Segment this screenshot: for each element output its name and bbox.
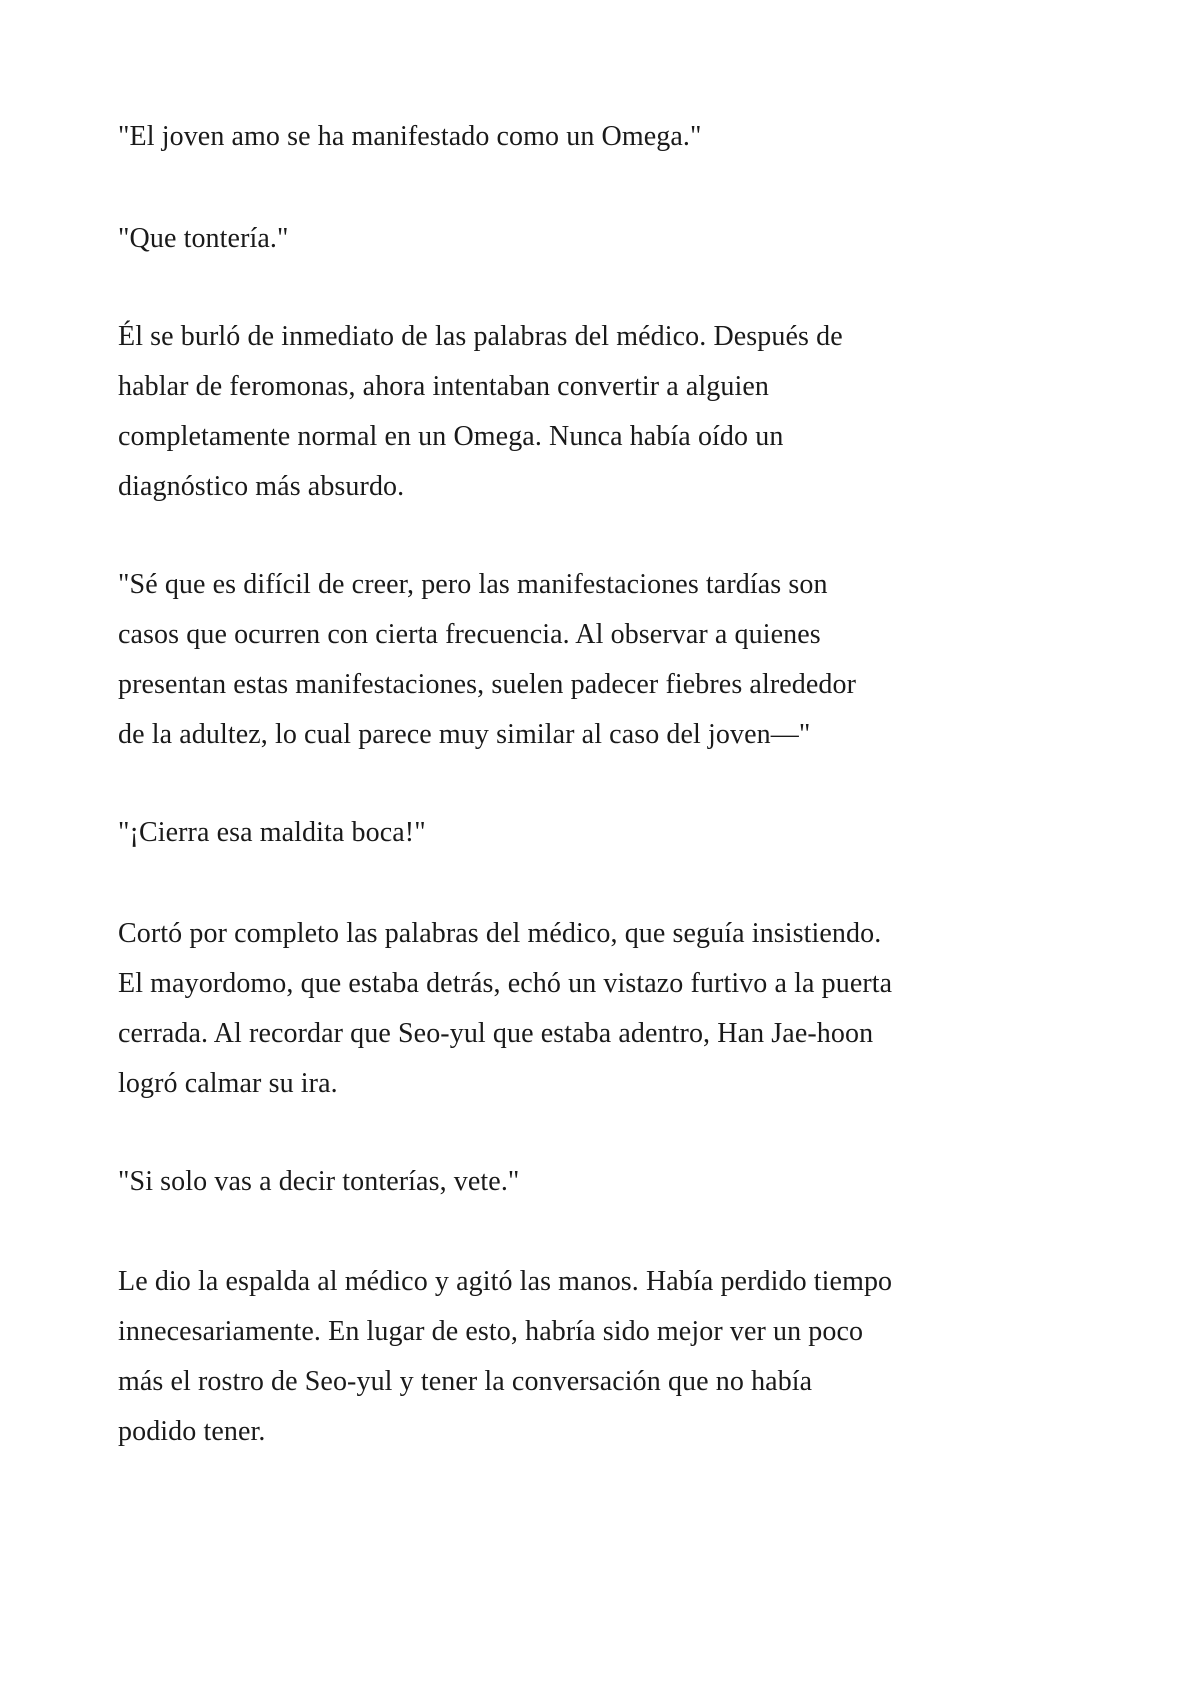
text-line: logró calmar su ira. bbox=[118, 1068, 338, 1099]
text-line: "El joven amo se ha manifestado como un Omega." bbox=[118, 121, 702, 152]
text-line: "Que tontería." bbox=[118, 223, 289, 254]
paragraph-3 bbox=[118, 312, 1118, 512]
paragraph-4 bbox=[118, 560, 1118, 760]
text-line: presentan estas manifestaciones, suelen padecer fiebres alrededor bbox=[118, 669, 857, 700]
text-line: innecesariamente. En lugar de esto, habría sido mejor ver un poco bbox=[118, 1316, 864, 1347]
paragraph-2 bbox=[118, 214, 1118, 264]
text-line: "Si solo vas a decir tonterías, vete." bbox=[118, 1166, 520, 1197]
text-line: más el rostro de Seo-yul y tener la conversación que no había bbox=[118, 1366, 813, 1397]
text-line: Cortó por completo las palabras del médico, que seguía insistiendo. bbox=[118, 918, 882, 949]
text-line: Le dio la espalda al médico y agitó las manos. Había perdido tiempo bbox=[118, 1266, 893, 1297]
paragraph-6 bbox=[118, 909, 1118, 1109]
paragraph-1 bbox=[118, 112, 1118, 162]
paragraph-8 bbox=[118, 1257, 1118, 1457]
text-line: podido tener. bbox=[118, 1416, 266, 1447]
paragraph-5 bbox=[118, 808, 1118, 858]
text-line: Él se burló de inmediato de las palabras del médico. Después de bbox=[118, 321, 843, 352]
text-line: hablar de feromonas, ahora intentaban convertir a alguien bbox=[118, 371, 769, 402]
text-line: cerrada. Al recordar que Seo-yul que estaba adentro, Han Jae-hoon bbox=[118, 1018, 874, 1049]
paragraph-7 bbox=[118, 1157, 1118, 1207]
text-line: "Sé que es difícil de creer, pero las manifestaciones tardías son bbox=[118, 569, 828, 600]
text-line: completamente normal en un Omega. Nunca había oído un bbox=[118, 421, 784, 452]
text-line: casos que ocurren con cierta frecuencia. Al observar a quienes bbox=[118, 619, 821, 650]
text-line: El mayordomo, que estaba detrás, echó un vistazo furtivo a la puerta bbox=[118, 968, 893, 999]
text-line: diagnóstico más absurdo. bbox=[118, 471, 405, 502]
text-line: "¡Cierra esa maldita boca!" bbox=[118, 817, 426, 848]
text-line: de la adultez, lo cual parece muy similar al caso del joven—" bbox=[118, 719, 811, 750]
